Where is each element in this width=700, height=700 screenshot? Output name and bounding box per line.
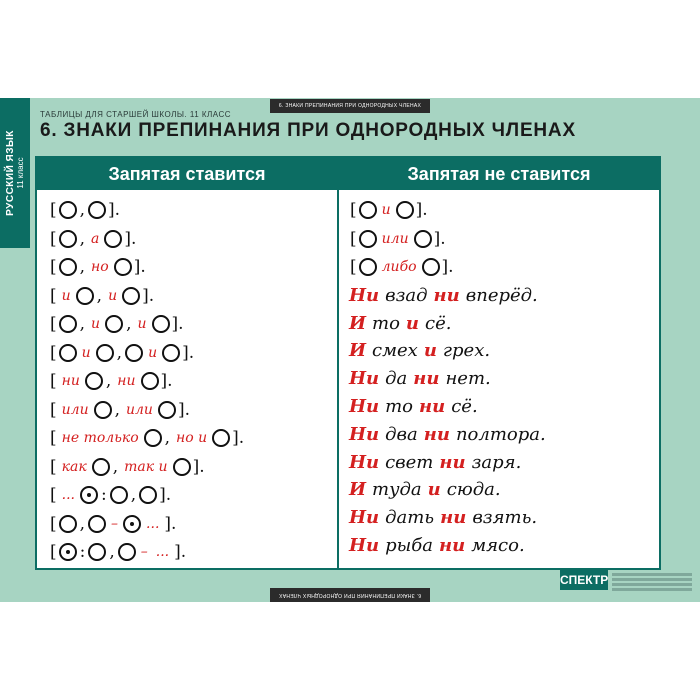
scheme-row: [ , а ]. [50, 228, 137, 249]
circle-icon [76, 287, 94, 305]
circle-icon [59, 315, 77, 333]
example-conjunction: И [349, 340, 367, 362]
scheme-row: [ не только , но и ]. [50, 428, 245, 449]
circle-icon [105, 315, 123, 333]
column-divider [337, 158, 339, 568]
conjunction: так и [124, 458, 168, 475]
punctuation-table [35, 156, 661, 570]
scheme-row: [ , и , и ]. [50, 314, 184, 335]
side-subject: РУССКИЙ ЯЗЫК [5, 130, 16, 216]
side-grade: 11 класс [16, 157, 25, 189]
example-conjunction: Ни [349, 507, 380, 529]
conjunction: и [148, 344, 158, 361]
circle-icon [414, 230, 432, 248]
circle-icon [162, 344, 180, 362]
example-word: грех. [442, 340, 491, 362]
scheme-row: [ , но ]. [50, 257, 146, 278]
example-conjunction: и [427, 479, 441, 501]
circle-icon [152, 315, 170, 333]
conjunction: как [61, 458, 87, 475]
example-word: дать [385, 507, 435, 529]
circle-icon [359, 201, 377, 219]
example-word: нет. [445, 368, 491, 390]
circle-icon [59, 230, 77, 248]
dash-mark: – [140, 544, 148, 561]
circle-icon [92, 458, 110, 476]
circle-icon [96, 344, 114, 362]
publisher-logo: СПЕКТР [560, 570, 608, 590]
example-word: туда [372, 479, 422, 501]
conjunction: не только [61, 430, 139, 447]
scheme-row: [ , – ... ]. [50, 513, 177, 534]
example-conjunction: ни [423, 423, 450, 445]
scheme-row: [ и ]. [350, 200, 428, 221]
conjunction: или [126, 401, 153, 418]
circle-icon [88, 515, 106, 533]
circle-icon [110, 486, 128, 504]
example-conjunction: ни [439, 535, 466, 557]
example-conjunction: И [349, 312, 367, 334]
poster [0, 98, 700, 602]
circle-icon [114, 258, 132, 276]
example-row [349, 532, 654, 560]
circle-icon [122, 287, 140, 305]
top-tag: 6. ЗНАКИ ПРЕПИНАНИЯ ПРИ ОДНОРОДНЫХ ЧЛЕНАХ [270, 99, 430, 113]
example-word: сё. [451, 396, 478, 418]
example-row [349, 309, 654, 337]
scheme-row: [ или , или ]. [50, 399, 190, 420]
scheme-row: [ ни , ни ]. [50, 371, 173, 392]
conjunction: и [81, 344, 91, 361]
example-row [349, 282, 654, 310]
conjunction: ни [117, 373, 136, 390]
circle-icon [125, 344, 143, 362]
dash-mark: – [111, 515, 119, 532]
conjunction: и [108, 287, 118, 304]
example-conjunction: Ни [349, 396, 380, 418]
circle-icon [94, 401, 112, 419]
circle-icon [85, 372, 103, 390]
credits-line [612, 588, 692, 591]
circle-icon [104, 230, 122, 248]
conjunction: а [91, 230, 100, 247]
example-word: то [385, 396, 413, 418]
bottom-tag: 6. ЗНАКИ ПРЕПИНАНИЯ ПРИ ОДНОРОДНЫХ ЧЛЕНАХ [270, 588, 430, 602]
conjunction: но [91, 259, 109, 276]
credits-line [612, 573, 692, 576]
example-conjunction: Ни [349, 451, 380, 473]
example-word: взять. [472, 507, 538, 529]
example-word: взад [385, 284, 428, 306]
example-row [349, 420, 654, 448]
example-conjunction: ни [419, 396, 446, 418]
conjunction: и [137, 316, 147, 333]
conjunction: но и [176, 430, 208, 447]
example-word: смех [372, 340, 418, 362]
example-word: свет [385, 451, 434, 473]
dotted-circle-icon [59, 543, 77, 561]
example-word: вперёд. [465, 284, 538, 306]
scheme-row: [ или ]. [350, 228, 446, 249]
conjunction: и [91, 316, 101, 333]
example-conjunction: Ни [349, 368, 380, 390]
example-word: то [372, 312, 400, 334]
credits-line [612, 583, 692, 586]
scheme-row: [ либо ]. [350, 257, 454, 278]
circle-icon [144, 429, 162, 447]
circle-icon [396, 201, 414, 219]
example-conjunction: ни [413, 368, 440, 390]
ellipsis-mark: ... [155, 544, 170, 561]
example-conjunction: Ни [349, 535, 380, 557]
ellipsis-mark: ... [61, 487, 75, 504]
circle-icon [59, 515, 77, 533]
example-word: заря. [471, 451, 522, 473]
scheme-row: [ : , – ... ]. [50, 542, 187, 563]
example-row [349, 365, 654, 393]
conjunction: ни [61, 373, 80, 390]
circle-icon [359, 258, 377, 276]
series-label: ТАБЛИЦЫ ДЛЯ СТАРШЕЙ ШКОЛЫ. 11 КЛАСС [40, 110, 232, 119]
circle-icon [139, 486, 157, 504]
example-conjunction: Ни [349, 423, 380, 445]
example-row [349, 448, 654, 476]
example-conjunction: Ни [349, 284, 380, 306]
conjunction: либо [381, 259, 417, 276]
scheme-row: [ как , так и ]. [50, 456, 205, 477]
example-row [349, 337, 654, 365]
circle-icon [59, 344, 77, 362]
circle-icon [359, 230, 377, 248]
side-label [5, 130, 25, 216]
circle-icon [88, 543, 106, 561]
circle-icon [141, 372, 159, 390]
example-word: мясо. [471, 535, 525, 557]
credits-block [612, 571, 692, 593]
circle-icon [59, 201, 77, 219]
dotted-circle-icon [123, 515, 141, 533]
scheme-row: [ и , и ]. [50, 285, 155, 306]
example-word: сюда. [446, 479, 501, 501]
ellipsis-mark: ... [146, 515, 160, 532]
conjunction: и [381, 202, 391, 219]
scheme-row: [ ... : , ]. [50, 485, 172, 506]
page-title: 6. ЗНАКИ ПРЕПИНАНИЯ ПРИ ОДНОРОДНЫХ ЧЛЕНАХ [40, 120, 576, 141]
circle-icon [158, 401, 176, 419]
circle-icon [118, 543, 136, 561]
example-conjunction: ни [440, 507, 467, 529]
circle-icon [422, 258, 440, 276]
example-conjunction: и [405, 312, 420, 334]
example-conjunction: И [349, 479, 367, 501]
circle-icon [59, 258, 77, 276]
scheme-row: [ , ]. [50, 200, 121, 221]
example-conjunction: ни [439, 451, 466, 473]
example-conjunction: и [423, 340, 437, 362]
example-row [349, 476, 654, 504]
left-column [49, 196, 334, 567]
circle-icon [173, 458, 191, 476]
right-column-header: Запятая не ставится [339, 158, 659, 190]
example-word: рыба [385, 535, 433, 557]
circle-icon [212, 429, 230, 447]
example-word: два [385, 423, 418, 445]
example-word: да [385, 368, 408, 390]
example-row [349, 393, 654, 421]
scheme-row: [ и , и ]. [50, 342, 195, 363]
conjunction: или [381, 230, 409, 247]
example-word: полтора. [455, 423, 546, 445]
left-column-header: Запятая ставится [37, 158, 337, 190]
right-column [349, 196, 654, 559]
dotted-circle-icon [80, 486, 98, 504]
example-word: сё. [425, 312, 452, 334]
example-conjunction: ни [433, 284, 460, 306]
example-row [349, 504, 654, 532]
circle-icon [88, 201, 106, 219]
side-strip [0, 98, 30, 248]
credits-line [612, 578, 692, 581]
conjunction: и [61, 287, 71, 304]
conjunction: или [61, 401, 89, 418]
